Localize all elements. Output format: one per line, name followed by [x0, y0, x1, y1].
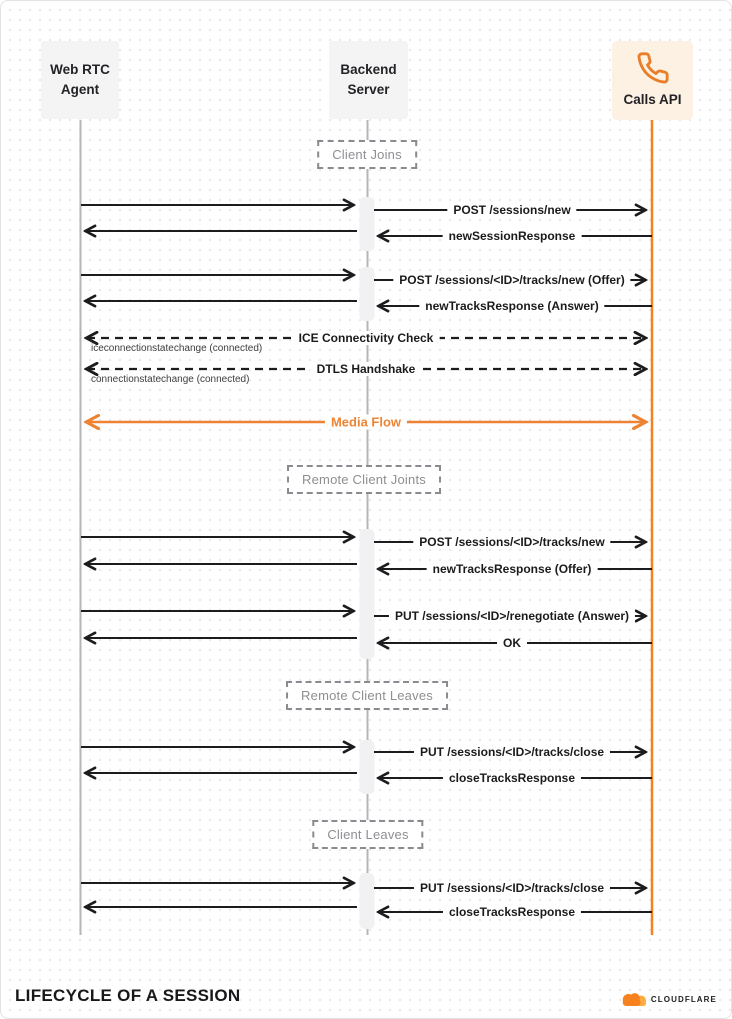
actor-label: Agent	[60, 82, 100, 97]
message-label-put-renegotiate-answer: PUT /sessions/<ID>/renegotiate (Answer)	[389, 609, 635, 623]
phase-label: Client Leaves	[327, 827, 409, 842]
message-label-media-flow: Media Flow	[325, 415, 407, 430]
cloudflare-wordmark: CLOUDFLARE	[650, 994, 717, 1004]
message-label-put-tracks-close-2: PUT /sessions/<ID>/tracks/close	[414, 881, 610, 895]
message-label-post-tracks-new-offer: POST /sessions/<ID>/tracks/new (Offer)	[393, 273, 630, 287]
actor-backend-server	[329, 41, 408, 119]
note-connectionstatechange: connectionstatechange (connected)	[91, 374, 250, 385]
actor-web-rtc-agent	[41, 41, 119, 119]
message-label-post-tracks-new: POST /sessions/<ID>/tracks/new	[413, 535, 610, 549]
phase-remote-client-leaves	[286, 681, 448, 710]
phase-client-joins	[317, 140, 417, 169]
message-label-new-session-response: newSessionResponse	[443, 229, 582, 243]
request-arrows-left	[81, 205, 353, 883]
message-label-new-tracks-response-answer: newTracksResponse (Answer)	[419, 299, 604, 313]
message-label-ok: OK	[497, 636, 527, 650]
actor-calls-api	[612, 41, 693, 120]
phase-label: Remote Client Leaves	[301, 688, 433, 703]
message-label-post-sessions-new: POST /sessions/new	[447, 203, 576, 217]
actor-label: Server	[347, 82, 390, 97]
phone-icon	[636, 51, 670, 85]
actor-label: Calls API	[623, 92, 682, 108]
message-label-dtls-handshake: DTLS Handshake	[311, 362, 422, 376]
message-label-close-tracks-response-1: closeTracksResponse	[443, 771, 581, 785]
cloudflare-logo	[620, 991, 717, 1007]
phase-client-leaves	[312, 820, 423, 849]
phase-label: Remote Client Joints	[302, 472, 426, 487]
message-label-close-tracks-response-2: closeTracksResponse	[443, 905, 581, 919]
phase-label: Client Joins	[332, 147, 402, 162]
phase-remote-client-joints	[287, 465, 441, 494]
message-label-put-tracks-close-1: PUT /sessions/<ID>/tracks/close	[414, 745, 610, 759]
cloudflare-cloud-icon	[620, 991, 648, 1007]
message-label-new-tracks-response-offer: newTracksResponse (Offer)	[427, 562, 598, 576]
page-title: LIFECYCLE OF A SESSION	[15, 986, 241, 1005]
actor-label: Web RTC	[50, 62, 110, 78]
note-iceconnectionstatechange: iceconnectionstatechange (connected)	[91, 343, 263, 354]
actor-label: Backend	[340, 62, 397, 78]
message-label-ice-connectivity-check: ICE Connectivity Check	[293, 331, 440, 345]
